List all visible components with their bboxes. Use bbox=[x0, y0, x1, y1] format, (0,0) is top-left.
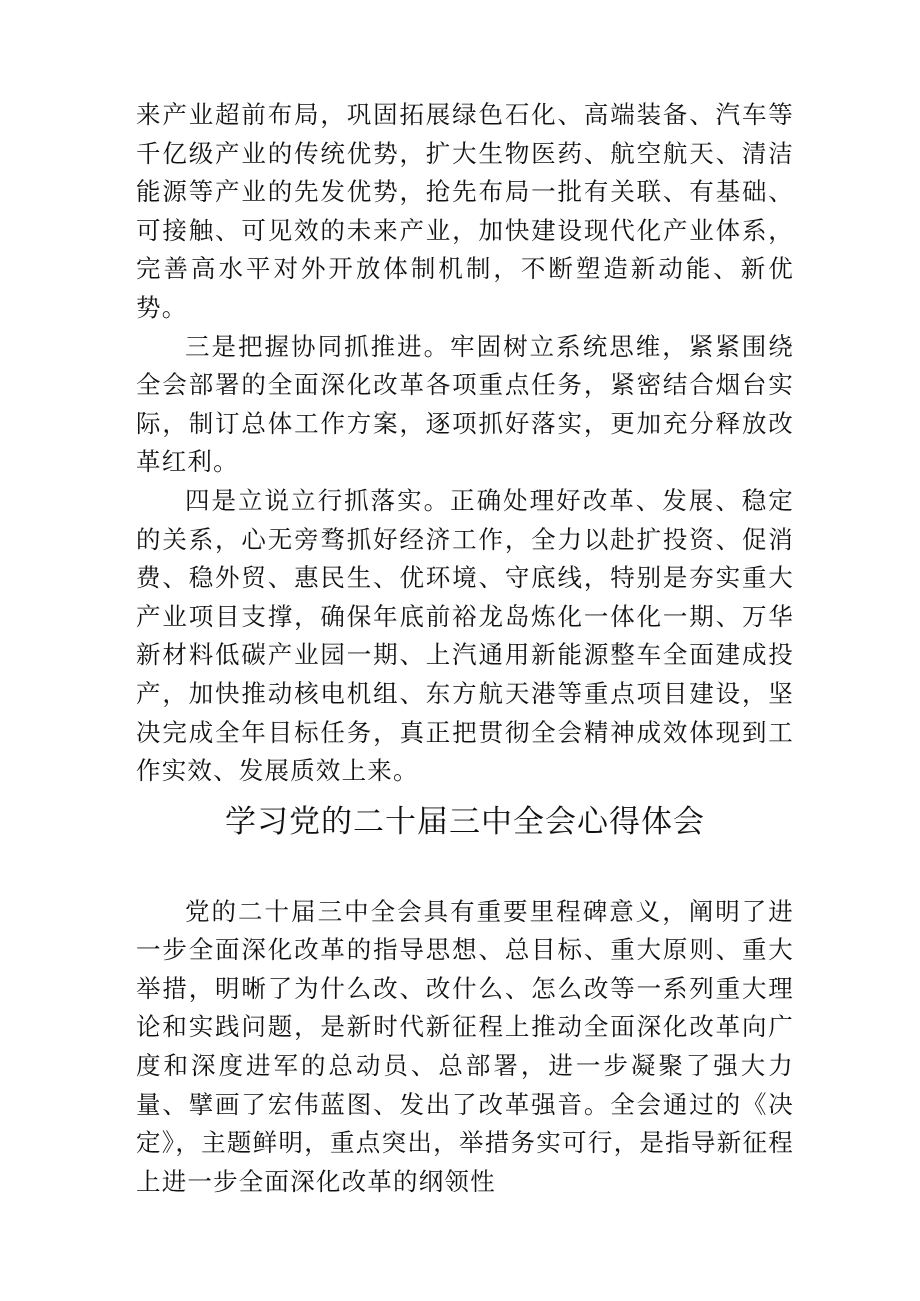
paragraph-intro: 党的二十届三中全会具有重要里程碑意义，阐明了进一步全面深化改革的指导思想、总目标、重大原则、重大举措，明晰了为什么改、改什么、怎么改等一系列重大理论和实践问题，是新时代新征程上推动全面深化改革向广度和深度进军的总动员、总部署，进一步凝聚了强大力量、擘画了宏伟蓝图、发出了改革强音。全会通过的《决定》，主题鲜明，重点突出，举措务实可行，是指导新征程上进一步全面深化改革的纲领性 bbox=[136, 896, 794, 1196]
paragraph-point-four: 四是立说立行抓落实。正确处理好改革、发展、稳定的关系，心无旁骛抓好经济工作，全力以赴扩投资、促消费、稳外贸、惠民生、优环境、守底线，特别是夯实重大产业项目支撑，确保年底前裕龙岛炼化一体化一期、万华新材料低碳产业园一期、上汽通用新能源整车全面建成投产，加快推动核电机组、东方航天港等重点项目建设，坚决完成全年目标任务，真正把贯彻全会精神成效体现到工作实效、发展质效上来。 bbox=[136, 485, 794, 786]
paragraph-point-three: 三是把握协同抓推进。牢固树立系统思维，紧紧围绕全会部署的全面深化改革各项重点任务，紧密结合烟台实际，制订总体工作方案，逐项抓好落实，更加充分释放改革红利。 bbox=[136, 331, 794, 477]
section-title: 学习党的二十届三中全会心得体会 bbox=[225, 803, 705, 840]
document-page bbox=[136, 96, 794, 1201]
paragraph-continuation: 来产业超前布局，巩固拓展绿色石化、高端装备、汽车等千亿级产业的传统优势，扩大生物医药、航空航天、清洁能源等产业的先发优势，抢先布局一批有关联、有基础、可接触、可见效的未来产业，加快建设现代化产业体系，完善高水平对外开放体制机制，不断塑造新动能、新优势。 bbox=[136, 100, 794, 322]
